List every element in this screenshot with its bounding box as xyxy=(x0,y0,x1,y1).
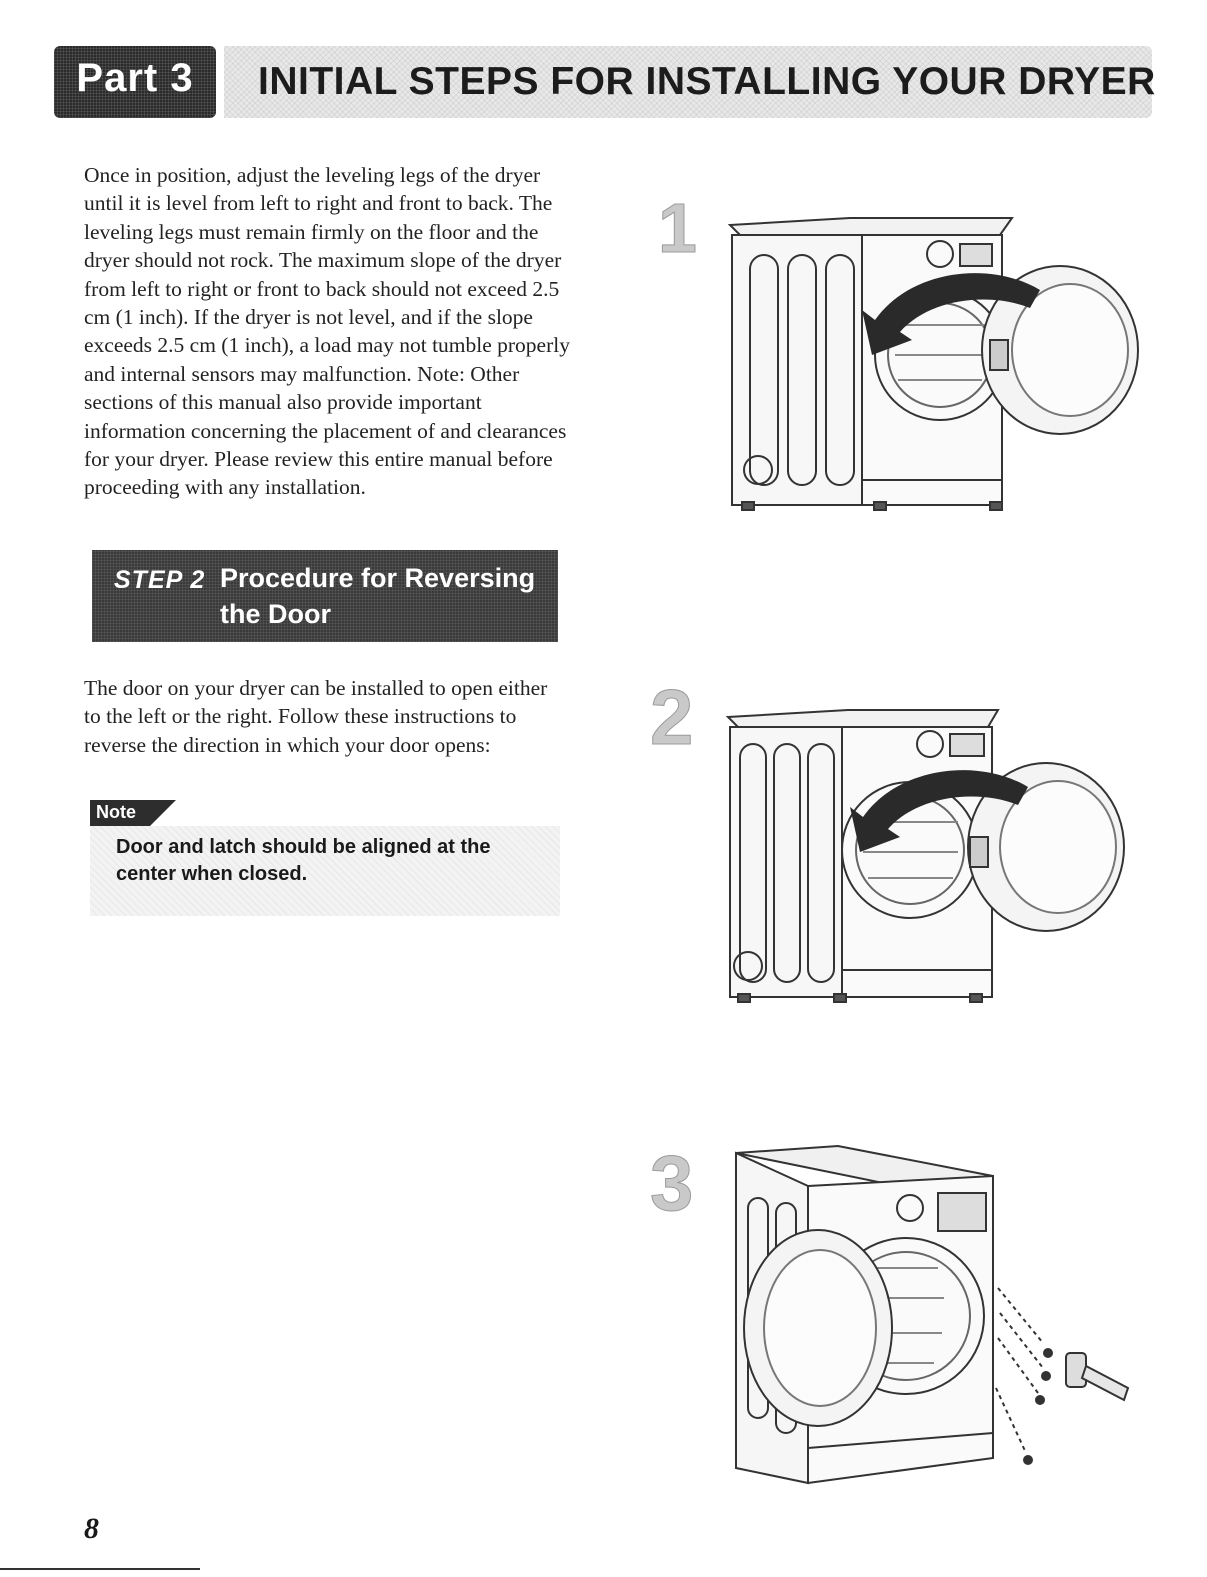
dryer-door-open-right-icon xyxy=(650,180,1170,525)
figure-3 xyxy=(648,1138,1178,1493)
page-number: 8 xyxy=(84,1512,99,1545)
page-title: INITIAL STEPS FOR INSTALLING YOUR DRYER xyxy=(258,60,1156,103)
dryer-door-open-right-icon xyxy=(648,672,1168,1017)
figure-number: 2 xyxy=(650,673,694,761)
section-title-bar xyxy=(224,46,1156,118)
door-paragraph: The door on your dryer can be installed to open either to the left or the right. Follow these instructions to reverse the direction in which your door opens: xyxy=(84,676,548,757)
intro-paragraph: Once in position, adjust the leveling legs of the dryer until it is level from left to right and front to back. The leveling legs must remain firmly on the floor and the dryer should not rock. The maximum slope of the dryer from left to right or front to back should not exceed 2.5 cm (1 inch). If the dryer is not level, and if the slope exceeds 2.5 cm (1 inch), a load may not tumble properly and internal sensors may malfunction. Note: Other sections of this manual also provide important information concerning the placement of and clearances for your dryer. Please review this entire manual before proceeding with any installation. xyxy=(84,163,570,500)
figure-number: 1 xyxy=(658,189,697,267)
footer-rule xyxy=(0,1568,200,1570)
figure-1 xyxy=(650,180,1170,525)
part-badge xyxy=(54,46,216,118)
dryer-door-open-left-hinge-removal-icon xyxy=(648,1138,1178,1493)
note-text: Door and latch should be aligned at the center when closed. xyxy=(116,836,491,885)
figure-2 xyxy=(648,672,1168,1017)
step-label: STEP 2 xyxy=(114,566,206,594)
step-title: Procedure for Reversing the Door xyxy=(220,563,536,629)
step-banner xyxy=(92,550,558,642)
note-box xyxy=(90,826,560,916)
note-tag-label: Note xyxy=(96,802,136,822)
part-label: Part 3 xyxy=(76,56,194,100)
figure-number: 3 xyxy=(650,1139,694,1227)
note-tag xyxy=(90,800,150,826)
